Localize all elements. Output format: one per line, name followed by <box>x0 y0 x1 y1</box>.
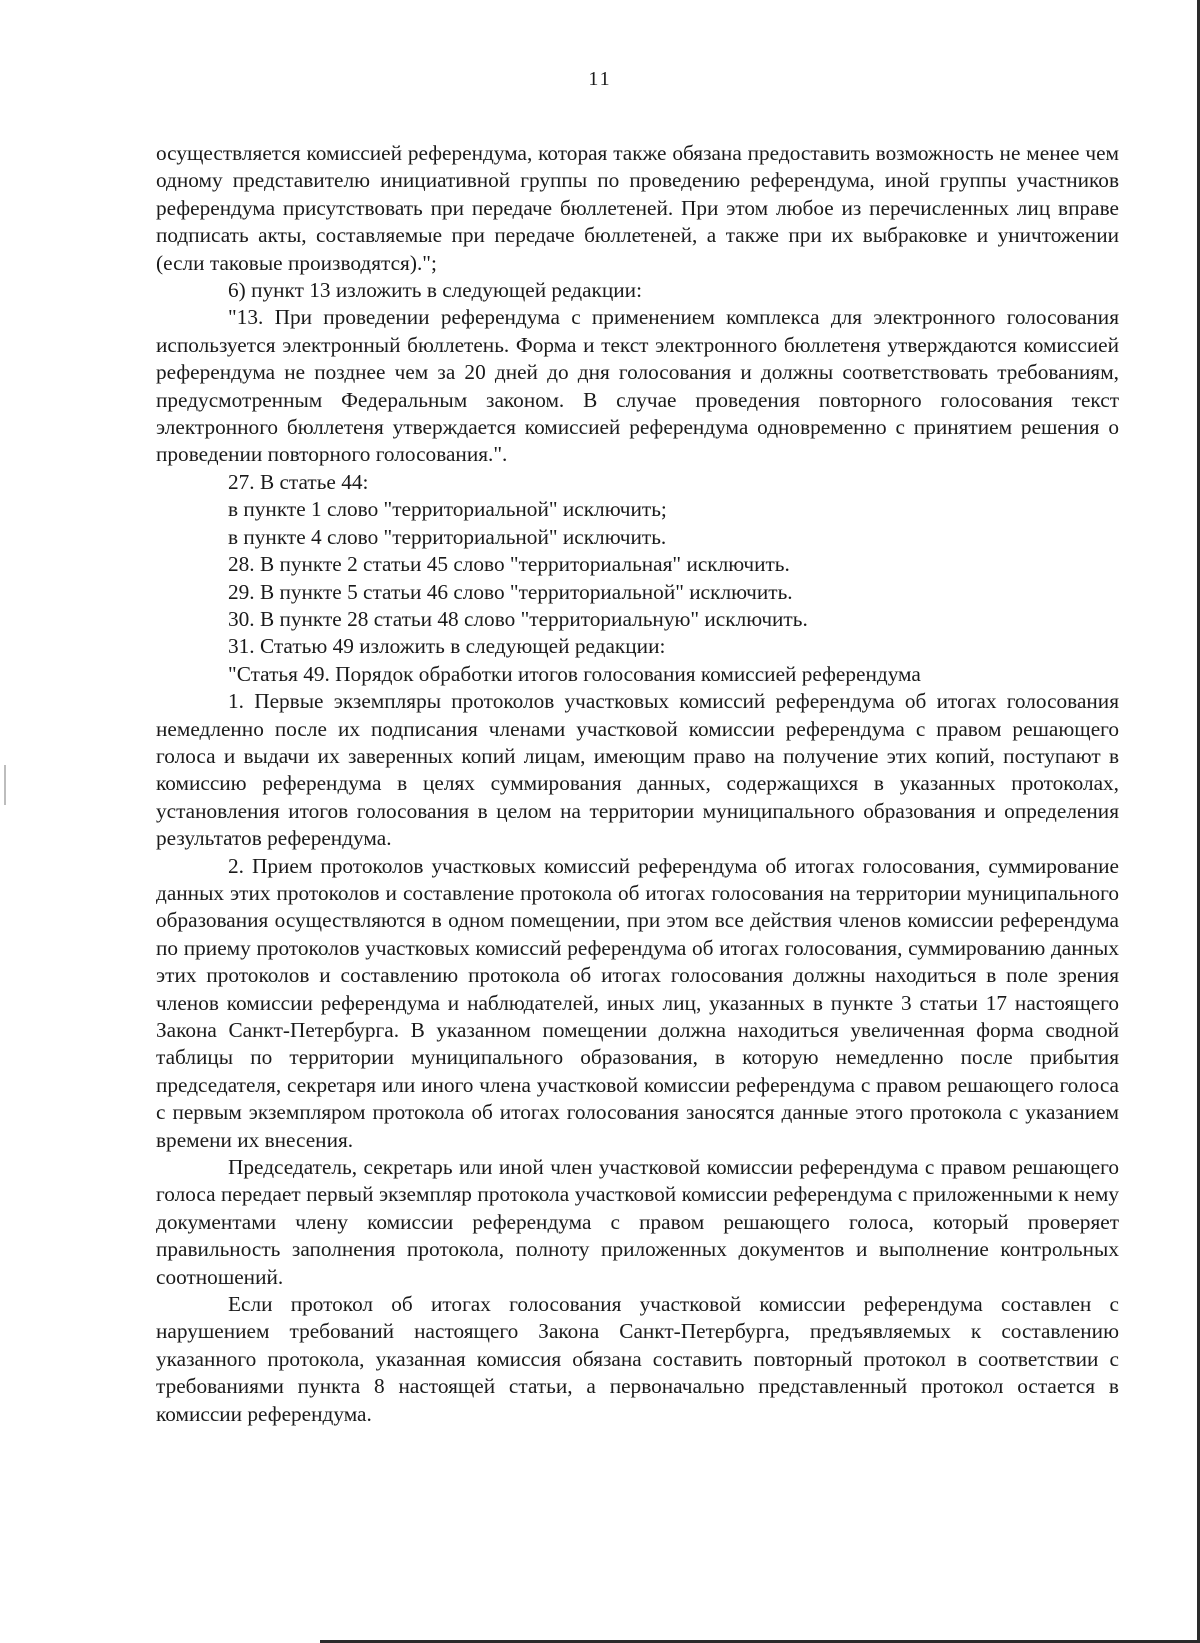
document-body <box>156 140 1119 1428</box>
paragraph-item-27-4: в пункте 4 слово "территориальной" исключить. <box>228 524 667 549</box>
article-49-heading: "Статья 49. Порядок обработки итогов голосования комиссией референдума <box>228 661 921 686</box>
scan-speck <box>4 765 6 805</box>
paragraph-continuation: осуществляется комиссией референдума, которая также обязана предоставить возможность не менее чем одному представителю инициативной группы по проведению референдума, иной группы участников референдума присутствовать при передаче бюллетеней. При этом любое из перечисленных лиц вправе подписать акты, составляемые при передаче бюллетеней, а также при их выбраковке и уничтожении (если таковые производятся)."; <box>156 141 1119 275</box>
article-49-point-2: 2. Прием протоколов участковых комиссий референдума об итогах голосования, суммирование данных этих протоколов и составление протокола об итогах голосования на территории муниципального образования осуществляются в одном помещении, при этом все действия членов комиссии референдума по приему протоколов участковых комиссий референдума об итогах голосования, суммированию данных этих протоколов и составлению протокола об итогах голосования должны находиться в поле зрения членов комиссии референдума и наблюдателей, иных лиц, указанных в пункте 3 статьи 17 настоящего Закона Санкт-Петербурга. В указанном помещении должна находиться увеличенная форма сводной таблицы по территории муниципального образования, в которую немедленно после прибытия председателя, секретаря или иного члена участковой комиссии референдума с правом решающего голоса с первым экземпляром протокола об итогах голосования заносятся данные этого протокола с указанием времени их внесения. <box>156 853 1119 1152</box>
article-49-point-2-chairman: Председатель, секретарь или иной член участковой комиссии референдума с правом решающего голоса передает первый экземпляр протокола участковой комиссии референдума с приложенными к нему документами члену комиссии референдума с правом решающего голоса, который проверяет правильность заполнения протокола, полноту приложенных документов и выполнение контрольных соотношений. <box>156 1155 1119 1289</box>
paragraph-item-31: 31. Статью 49 изложить в следующей редакции: <box>228 634 666 659</box>
paragraph-item-6: 6) пункт 13 изложить в следующей редакции: <box>228 278 642 303</box>
paragraph-item-30: 30. В пункте 28 статьи 48 слово "территориальную" исключить. <box>228 606 808 631</box>
paragraph-item-28: 28. В пункте 2 статьи 45 слово "территориальная" исключить. <box>228 552 790 577</box>
article-49-point-1: 1. Первые экземпляры протоколов участковых комиссий референдума об итогах голосования немедленно после их подписания членами участковой комиссии референдума с правом решающего голоса и выдачи их заверенных копий лицам, имеющим право на получение этих копий, поступают в комиссию референдума в целях суммирования данных, содержащихся в указанных протоколах, установления итогов голосования в целом на территории муниципального образования и определения результатов референдума. <box>156 689 1119 851</box>
paragraph-item-29: 29. В пункте 5 статьи 46 слово "территориальной" исключить. <box>228 579 793 604</box>
paragraph-item-27-1: в пункте 1 слово "территориальной" исключить; <box>228 497 667 522</box>
paragraph-item-27: 27. В статье 44: <box>228 469 369 494</box>
page-number: 11 <box>588 68 612 90</box>
paragraph-point-13: "13. При проведении референдума с применением комплекса для электронного голосования используется электронный бюллетень. Форма и текст электронного бюллетеня утверждаются комиссией референдума не позднее чем за 20 дней до дня голосования и должны соответствовать требованиям, предусмотренным Федеральным законом. В случае проведения повторного голосования текст электронного бюллетеня утверждается комиссией референдума одновременно с принятием решения о проведении повторного голосования.". <box>156 305 1119 467</box>
article-49-point-2-violation: Если протокол об итогах голосования участковой комиссии референдума составлен с нарушением требований настоящего Закона Санкт-Петербурга, предъявляемых к составлению указанного протокола, указанная комиссия обязана составить повторный протокол в соответствии с требованиями пункта 8 настоящей статьи, а первоначально представленный протокол остается в комиссии референдума. <box>156 1292 1119 1426</box>
